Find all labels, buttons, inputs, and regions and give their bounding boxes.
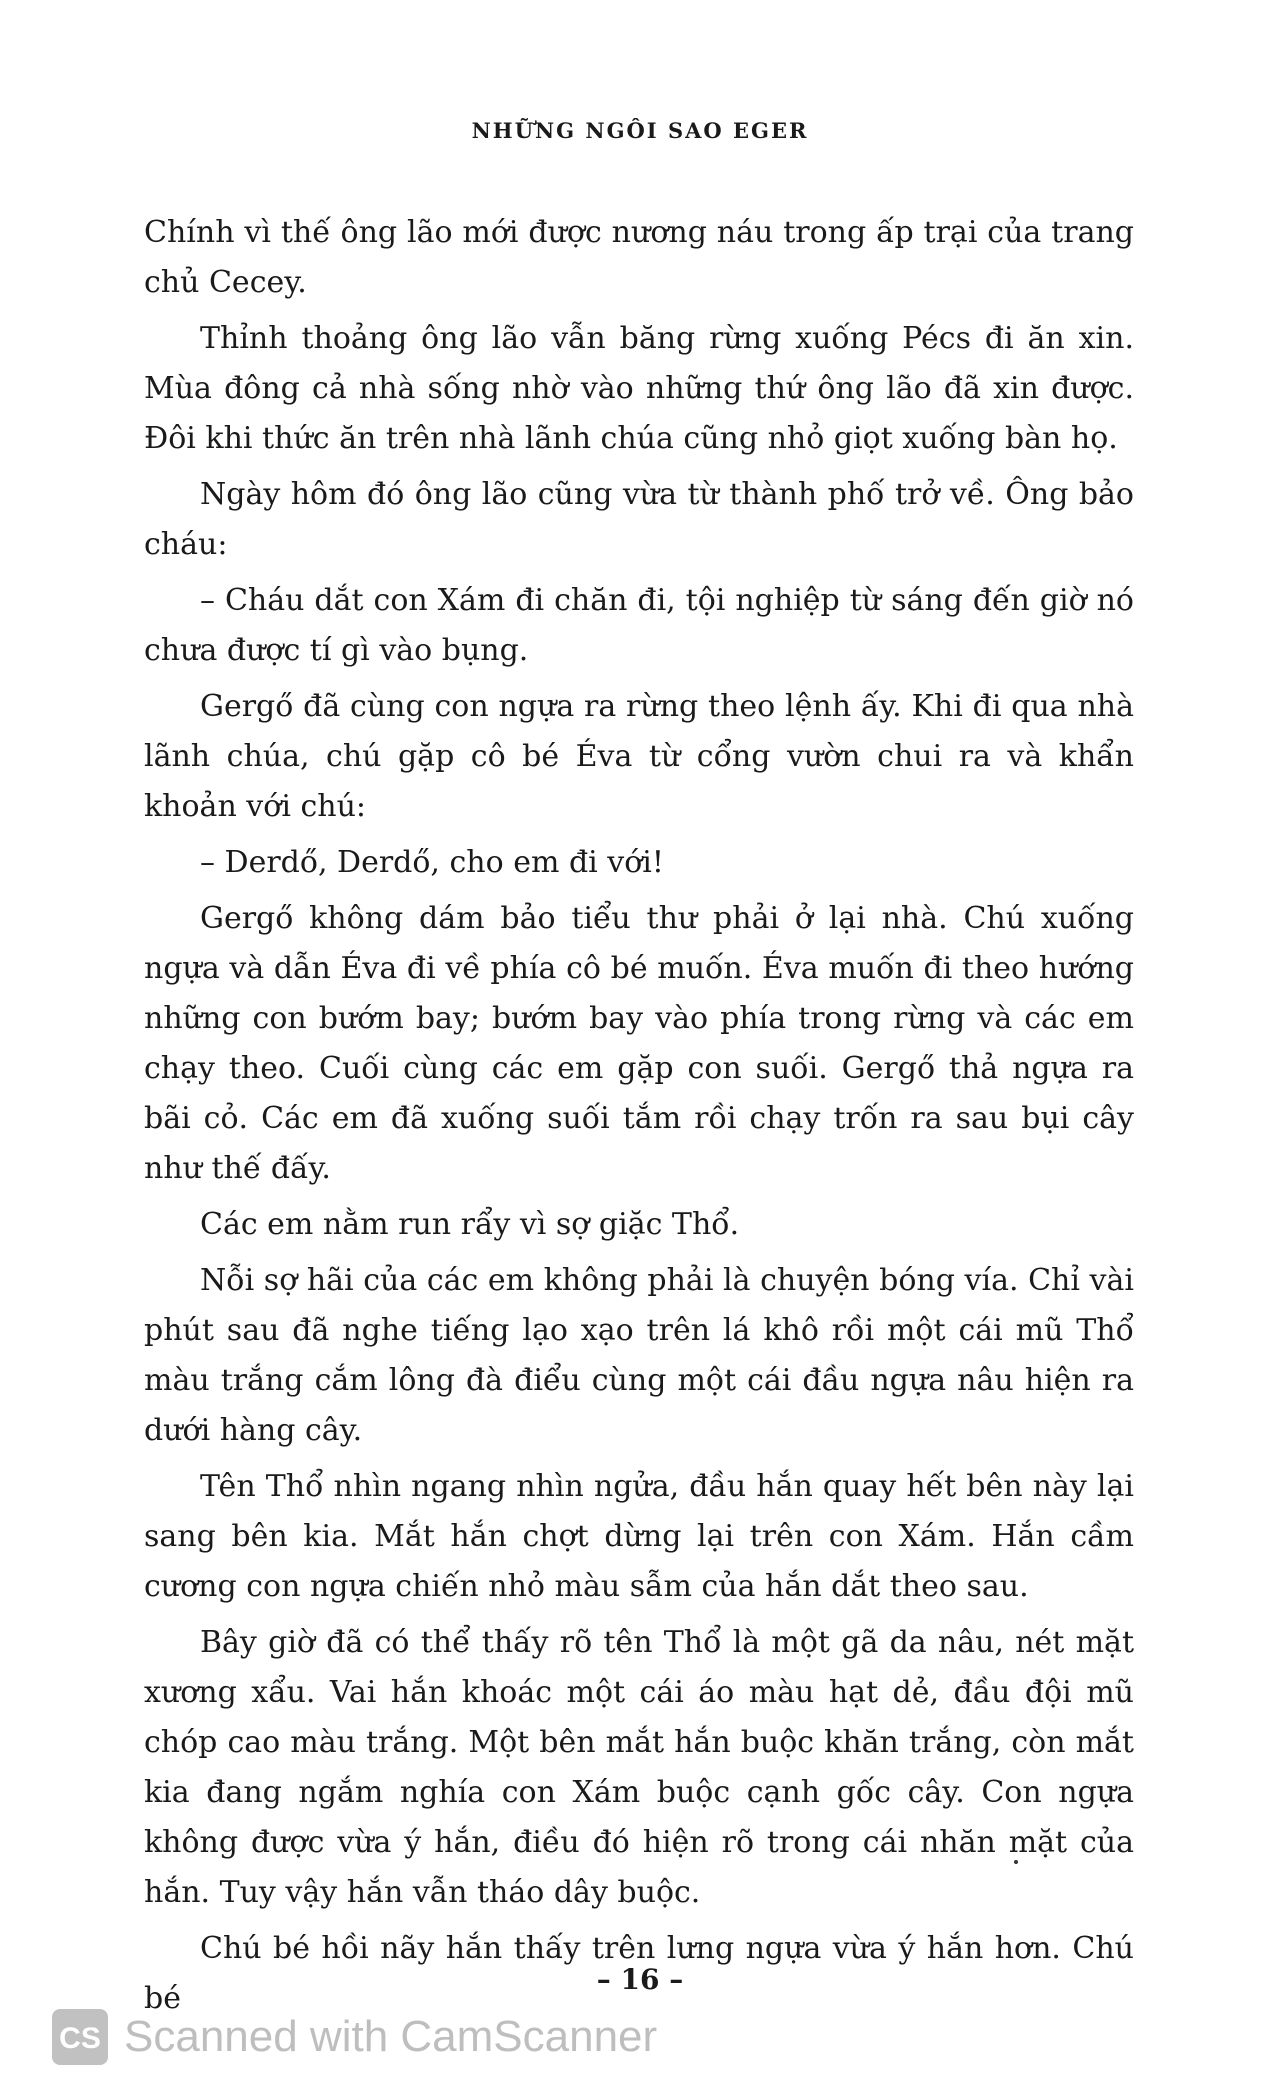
paragraph: Bây giờ đã có thể thấy rõ tên Thổ là một gã da nâu, nét mặt xương xẩu. Vai hắn khoác một cái áo màu hạt dẻ, đầu đội mũ chóp cao màu trắng. Một bên mắt hắn buộc khăn trắng, còn mắt kia đang ngắm nghía con Xám buộc cạnh gốc cây. Con ngựa không được vừa ý hắn, điều đó hiện rõ trong cái nhăn mặt của hắn. Tuy vậy hắn vẫn tháo dây buộc. xyxy=(144,1625,1134,1910)
paragraph: Chú bé hồi nãy hắn thấy trên lưng ngựa vừa ý hắn hơn. Chú bé xyxy=(144,1931,1134,2016)
dialogue-paragraph: – Derdő, Derdő, cho em đi với! xyxy=(200,845,664,880)
paragraph: Tên Thổ nhìn ngang nhìn ngửa, đầu hắn quay hết bên này lại sang bên kia. Mắt hắn chợt dừng lại trên con Xám. Hắn cầm cương con ngựa chiến nhỏ màu sẫm của hắn dắt theo sau. xyxy=(144,1469,1134,1604)
dialogue-paragraph: – Cháu dắt con Xám đi chăn đi, tội nghiệp từ sáng đến giờ nó chưa được tí gì vào bụng. xyxy=(144,583,1134,668)
paragraph: Các em nằm run rẩy vì sợ giặc Thổ. xyxy=(200,1207,740,1242)
camscanner-watermark xyxy=(52,2007,657,2067)
running-header: NHỮNG NGÔI SAO EGER xyxy=(471,118,809,143)
body-text xyxy=(144,208,1134,2030)
paragraph: Thỉnh thoảng ông lão vẫn băng rừng xuống Pécs đi ăn xin. Mùa đông cả nhà sống nhờ vào những thứ ông lão đã xin được. Đôi khi thức ăn trên nhà lãnh chúa cũng nhỏ giọt xuống bàn họ. xyxy=(144,321,1134,456)
paragraph: Ngày hôm đó ông lão cũng vừa từ thành phố trở về. Ông bảo cháu: xyxy=(144,477,1134,562)
camscanner-logo-icon xyxy=(52,2009,108,2065)
paragraph: Chính vì thế ông lão mới được nương náu trong ấp trại của trang chủ Cecey. xyxy=(144,215,1134,300)
paragraph: Gergő đã cùng con ngựa ra rừng theo lệnh ấy. Khi đi qua nhà lãnh chúa, chú gặp cô bé Éva từ cổng vườn chui ra và khẩn khoản với chú: xyxy=(144,689,1134,824)
paragraph: Nỗi sợ hãi của các em không phải là chuyện bóng vía. Chỉ vài phút sau đã nghe tiếng lạo xạo trên lá khô rồi một cái mũ Thổ màu trắng cắm lông đà điểu cùng một cái đầu ngựa nâu hiện ra dưới hàng cây. xyxy=(144,1263,1134,1448)
scan-speck xyxy=(1014,1860,1018,1864)
page-number: – 16 – xyxy=(596,1963,684,1996)
camscanner-logo-text: CS xyxy=(59,2022,101,2055)
watermark-text: Scanned with CamScanner xyxy=(124,2012,658,2061)
paragraph: Gergő không dám bảo tiểu thư phải ở lại nhà. Chú xuống ngựa và dẫn Éva đi về phía cô bé muốn. Éva muốn đi theo hướng những con bướm bay; bướm bay vào phía trong rừng và các em chạy theo. Cuối cùng các em gặp con suối. Gergő thả ngựa ra bãi cỏ. Các em đã xuống suối tắm rồi chạy trốn ra sau bụi cây như thế đấy. xyxy=(144,901,1134,1186)
